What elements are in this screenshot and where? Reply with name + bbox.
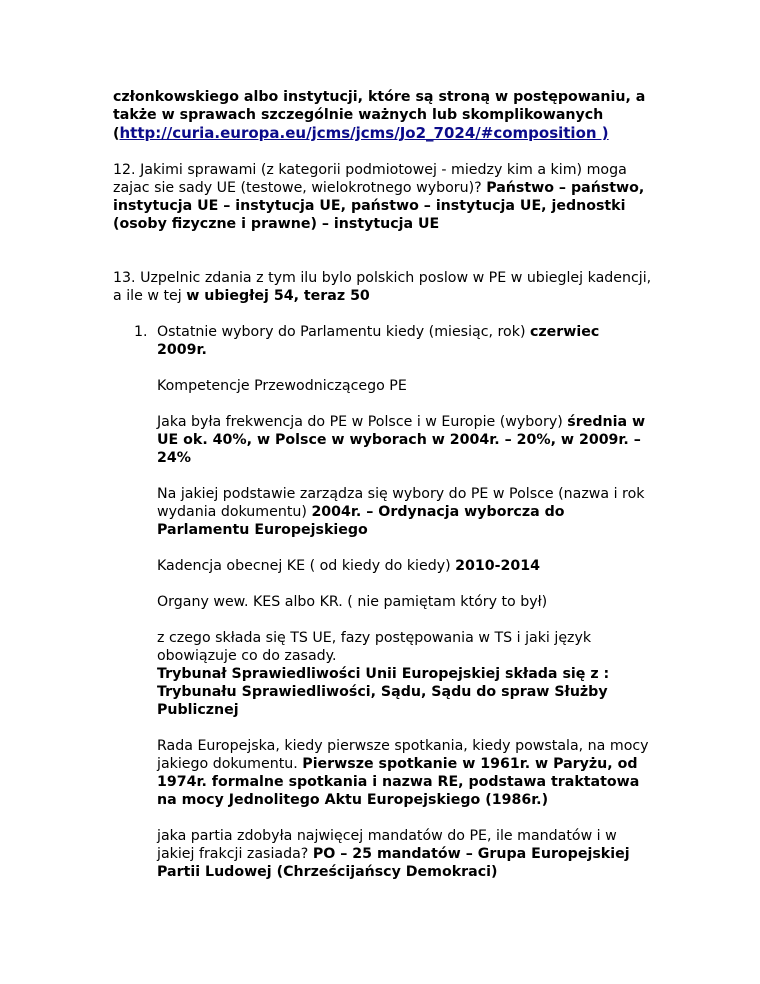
list-item-turnout (157, 413, 653, 467)
list-item-question: Rada Europejska, kiedy pierwsze spotkania, kiedy powstala, na mocy jakiego dokumentu. (157, 738, 649, 772)
list-item-answer: 2010-2014 (455, 558, 541, 574)
list-item-question: Kadencja obecnej KE ( od kiedy do kiedy) (157, 558, 456, 574)
question-13-answer: w ubiegłej 54, teraz 50 (186, 288, 370, 304)
intro-bold-line2: także w sprawach szczególnie ważnych lub skomplikowanych (113, 107, 604, 123)
list-item-question: Jaka była frekwencja do PE w Polsce i w Europie (wybory) (157, 414, 568, 430)
list-item-question: jaka partia zdobyła najwięcej mandatów do PE, ile mandatów i w jakiej frakcji zasiada? (157, 828, 617, 862)
list-item-question: z czego składa się TS UE, fazy postępowania w TS i jaki język obowiązuje co do zasady. (157, 630, 592, 664)
list-item-commission-term (157, 557, 653, 575)
intro-bold-line1: członkowskiego albo instytucji, które są stroną w postępowaniu, a (113, 89, 646, 105)
list-item-european-council (157, 737, 653, 809)
list-item-answer: średnia w UE ok. 40%, w Polsce w wyborach w 2004r. – 20%, w 2009r. – 24% (157, 414, 646, 466)
question-13-text: 13. Uzpelnic zdania z tym ilu bylo polskich poslow w PE w ubieglej kadencji, a ile w tej (113, 270, 652, 304)
question-12 (113, 161, 653, 233)
list-item-answer: Pierwsze spotkanie w 1961r. w Paryżu, od 1974r. formalne spotkania i nazwa RE, podstawa traktatowa na mocy Jednolitego Aktu Europejskiego (1986r.) (157, 756, 640, 808)
list-item-answer: 2004r. – Ordynacja wyborcza do Parlamentu Europejskiego (157, 504, 565, 538)
question-12-answer: Państwo – państwo, instytucja UE – instytucja UE, państwo – instytucja UE, jednostki (osoby fizyczne i prawne) – instytucja UE (113, 180, 645, 232)
list-item-question: Ostatnie wybory do Parlamentu kiedy (miesiąc, rok) (157, 324, 530, 340)
list-item-question: Kompetencje Przewodniczącego PE (157, 378, 407, 394)
question-13 (113, 269, 653, 305)
list-item-internal-organs (157, 593, 653, 611)
list-number: 1. (134, 324, 148, 340)
document-page (113, 88, 653, 899)
list-item-last-elections (157, 323, 653, 359)
list-item-court-of-justice (157, 629, 653, 719)
numbered-list (113, 323, 653, 881)
list-item-question: Na jakiej podstawie zarządza się wybory do PE w Polsce (nazwa i rok wydania dokumentu) (157, 486, 645, 520)
list-item-answer: czerwiec 2009r. (157, 324, 600, 358)
list-item-president-powers (157, 377, 653, 395)
list-item-answer: PO – 25 mandatów – Grupa Europejskiej Partii Ludowej (Chrześcijańscy Demokraci) (157, 846, 630, 880)
list-item-election-basis (157, 485, 653, 539)
list-item-answer: Trybunał Sprawiedliwości Unii Europejskiej składa się z : Trybunału Sprawiedliwości, Sądu, Sądu do spraw Służby Publicznej (157, 666, 610, 718)
intro-paragraph (113, 88, 653, 143)
intro-open-paren: ( (113, 126, 120, 142)
list-item-party-mandates (157, 827, 653, 881)
question-12-text: 12. Jakimi sprawami (z kategorii podmiotowej - miedzy kim a kim) moga zajac sie sady UE (testowe, wielokrotnego wyboru)? (113, 162, 627, 196)
curia-link[interactable]: http://curia.europa.eu/jcms/jcms/Jo2_7024/#composition ) (119, 124, 609, 142)
list-item-question: Organy wew. KES albo KR. ( nie pamiętam który to był) (157, 594, 548, 610)
